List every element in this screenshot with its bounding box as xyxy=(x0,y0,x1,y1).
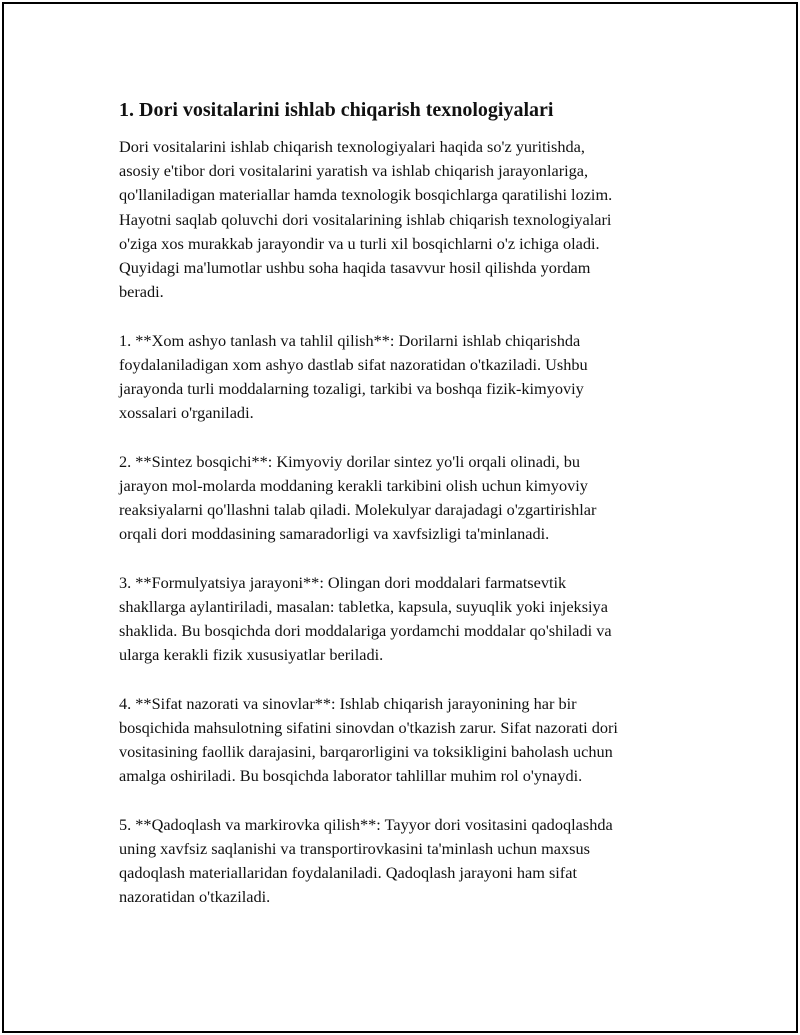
text-line: nazoratidan o'tkaziladi. xyxy=(119,887,271,907)
text-line: ularga kerakli fizik xususiyatlar beriladi. xyxy=(119,645,384,665)
text-line: foydalaniladigan xom ashyo dastlab sifat nazoratidan o'tkaziladi. Ushbu xyxy=(119,354,588,374)
text-line: o'ziga xos murakkab jarayondir va u turli xil bosqichlarni o'z ichiga oladi. xyxy=(119,233,600,253)
text-line: qo'llaniladigan materiallar hamda texnologik bosqichlarga qaratilishi lozim. xyxy=(119,185,613,205)
text-line: Hayotni saqlab qoluvchi dori vositalarining ishlab chiqarish texnologiyalari xyxy=(119,209,612,229)
text-line: reaksiyalarni qo'llashni talab qiladi. Molekulyar darajadagi o'zgartirishlar xyxy=(119,500,597,520)
section-heading: 1. Dori vositalarini ishlab chiqarish texnologiyalari xyxy=(119,99,554,121)
text-line: jarayon mol-molarda moddaning kerakli tarkibini olish uchun kimyoviy xyxy=(119,475,588,495)
text-line: 4. **Sifat nazorati va sinovlar**: Ishlab chiqarish jarayonining har bir xyxy=(119,693,577,713)
text-line: bosqichida mahsulotning sifatini sinovdan o'tkazish zarur. Sifat nazorati dori xyxy=(119,717,618,737)
text-line: uning xavfsiz saqlanishi va transportirovkasini ta'minlash uchun maxsus xyxy=(119,838,590,858)
paragraph xyxy=(119,692,719,789)
text-line: xossalari o'rganiladi. xyxy=(119,403,254,423)
text-line: Dori vositalarini ishlab chiqarish texnologiyalari haqida so'z yuritishda, xyxy=(119,137,585,156)
text-line: asosiy e'tibor dori vositalarini yaratish va ishlab chiqarish jarayonlariga, xyxy=(119,161,589,181)
paragraph xyxy=(119,571,719,668)
paragraph xyxy=(119,135,719,304)
text-line: 5. **Qadoqlash va markirovka qilish**: Tayyor dori vositasini qadoqlashda xyxy=(119,814,613,834)
text-line: vositasining faollik darajasini, barqarorligini va toksikligini baholash uchun xyxy=(119,742,613,762)
paragraph xyxy=(119,329,719,426)
text-line: shaklida. Bu bosqichda dori moddalariga yordamchi moddalar qo'shiladi va xyxy=(119,621,612,641)
text-line: 3. **Formulyatsiya jarayoni**: Olingan dori moddalari farmatsevtik xyxy=(119,572,567,592)
document-body xyxy=(119,97,719,934)
paragraph xyxy=(119,450,719,547)
text-line: shakllarga aylantiriladi, masalan: tabletka, kapsula, suyuqlik yoki injeksiya xyxy=(119,596,608,616)
document-page xyxy=(2,2,798,1033)
text-line: amalga oshiriladi. Bu bosqichda laborator tahlillar muhim rol o'ynaydi. xyxy=(119,766,583,786)
text-line: qadoqlash materiallaridan foydalaniladi. Qadoqlash jarayoni ham sifat xyxy=(119,863,577,883)
text-line: jarayonda turli moddalarning tozaligi, tarkibi va boshqa fizik-kimyoviy xyxy=(119,379,584,399)
text-line: beradi. xyxy=(119,282,164,302)
text-line: Quyidagi ma'lumotlar ushbu soha haqida tasavvur hosil qilishda yordam xyxy=(119,258,591,278)
text-line: 2. **Sintez bosqichi**: Kimyoviy dorilar sintez yo'li orqali olinadi, bu xyxy=(119,451,581,471)
text-line: orqali dori moddasining samaradorligi va xavfsizligi ta'minlanadi. xyxy=(119,524,550,544)
paragraph xyxy=(119,813,719,910)
text-line: 1. **Xom ashyo tanlash va tahlil qilish**: Dorilarni ishlab chiqarishda xyxy=(119,330,581,350)
paragraph-list xyxy=(119,135,719,909)
